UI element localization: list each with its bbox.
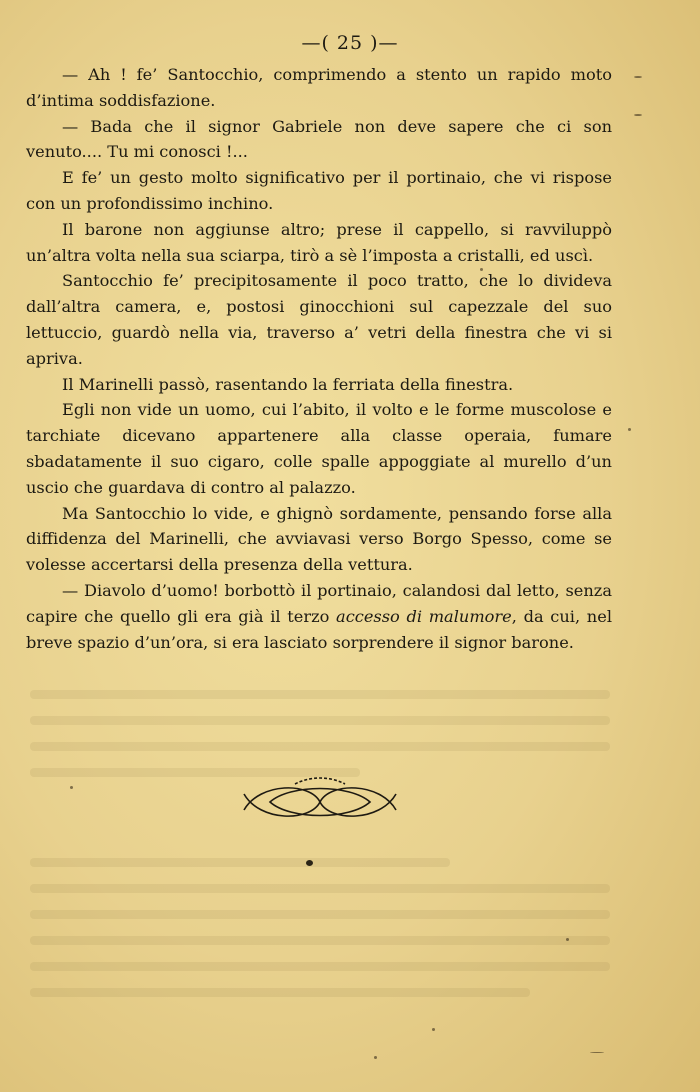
paragraph-text: — Diavolo d’uomo! borbottò il portinaio, calandosi dal letto, senza capire che quello gli era già il terzo bbox=[26, 580, 612, 626]
speck bbox=[634, 114, 642, 116]
paragraph: Ma Santocchio lo vide, e ghignò sordamente, pensando forse alla diffidenza del Marinelli, che avviavasi verso Borgo Spesso, come se volesse accertarsi della presenza della vettura. bbox=[26, 503, 612, 575]
bleed-through bbox=[30, 936, 610, 945]
speck bbox=[590, 1052, 604, 1053]
paragraph: Egli non vide un uomo, cui l’abito, il volto e le forme muscolose e tarchiate dicevano appartenere alla classe operaia, fumare sbadatamente il suo cigaro, colle spalle appoggiate al murello d’un uscio che guardava di contro al palazzo. bbox=[26, 400, 612, 497]
paragraph: — Bada che il signor Gabriele non deve sapere che ci son venuto.... Tu mi conosci !... bbox=[26, 116, 612, 162]
bleed-through bbox=[30, 962, 610, 971]
bleed-through bbox=[30, 884, 610, 893]
bleed-through bbox=[30, 690, 610, 699]
speck bbox=[480, 268, 483, 271]
paragraph-text: , da cui, nel breve spazio d’un’ora, si era lasciato sorprendere il signor barone. bbox=[26, 606, 612, 652]
paragraph: E fe’ un gesto molto significativo per il portinaio, che vi rispose con un profondissimo inchino. bbox=[26, 168, 612, 213]
paragraph: — Ah ! fe’ Santocchio, comprimendo a stento un rapido moto d’intima soddisfazione. bbox=[26, 65, 612, 110]
bleed-through bbox=[30, 742, 610, 751]
page-number: —( 25 )— bbox=[301, 32, 399, 54]
knot-ornament-icon bbox=[240, 772, 400, 832]
italic-phrase: accesso di malumore bbox=[336, 606, 512, 626]
speck bbox=[432, 1028, 435, 1031]
speck bbox=[628, 428, 631, 431]
bleed-through bbox=[30, 988, 530, 997]
speck bbox=[566, 938, 569, 941]
bleed-through bbox=[30, 716, 610, 725]
bleed-through bbox=[30, 858, 450, 867]
bleed-through bbox=[30, 910, 610, 919]
paragraph: Il Marinelli passò, rasentando la ferriata della finestra. bbox=[62, 374, 514, 394]
paragraph: Il barone non aggiunse altro; prese il cappello, si ravviluppò un’altra volta nella sua sciarpa, tirò a sè l’imposta a cristalli, ed uscì. bbox=[26, 219, 612, 265]
body-text bbox=[26, 62, 612, 655]
speck bbox=[634, 76, 642, 78]
ornament-dot bbox=[306, 860, 313, 866]
speck bbox=[70, 786, 73, 789]
speck bbox=[374, 1056, 377, 1059]
paragraph bbox=[26, 578, 612, 655]
paragraph: Santocchio fe’ precipitosamente il poco tratto, che lo divideva dall’altra camera, e, postosi ginocchioni sul capezzale del suo lettuccio, guardò nella via, traverso a’ vetri della finestra che vi si apriva. bbox=[26, 271, 612, 368]
